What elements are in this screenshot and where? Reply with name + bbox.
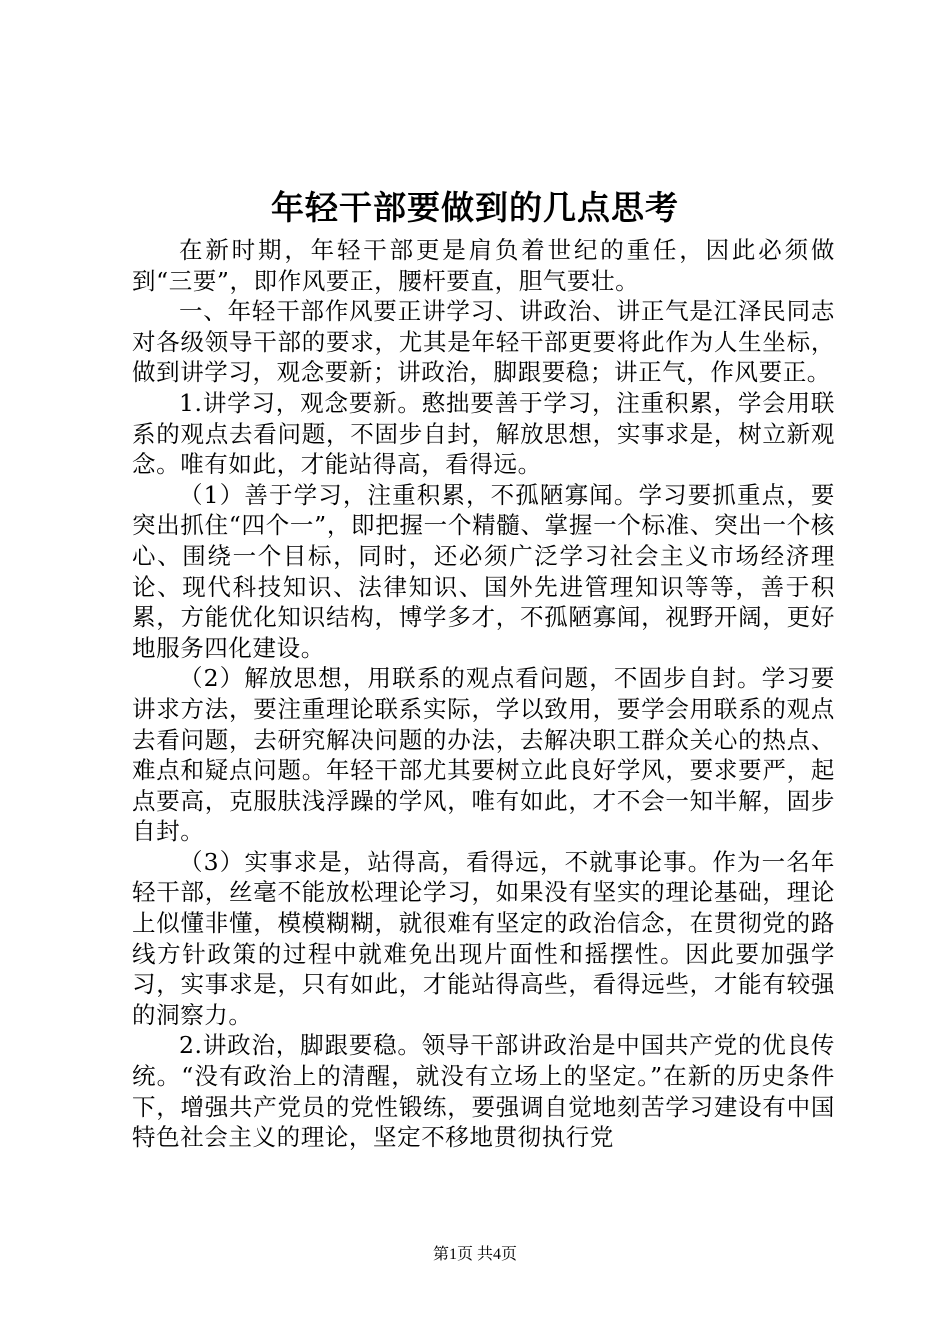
paragraph-item-2: 2.讲政治，脚跟要稳。领导干部讲政治是中国共产党的优良传统。“没有政治上的清醒，就没有立场上的坚定。”在新的历史条件下，增强共产党员的党性锻练，要强调自觉地刻苦学习建设有中国特色社会主义的理论，坚定不移地贯彻执行党: [132, 1031, 835, 1152]
paragraph-section-1: 一、年轻干部作风要正讲学习、讲政治、讲正气是江泽民同志对各级领导干部的要求，尤其是年轻干部更要将此作为人生坐标，做到讲学习，观念要新；讲政治，脚跟要稳；讲正气，作风要正。: [132, 297, 835, 387]
page-number-footer: 第1页 共4页: [432, 1246, 517, 1263]
paragraph-intro: 在新时期，年轻干部更是肩负着世纪的重任，因此必须做到“三要”，即作风要正，腰杆要直，胆气要壮。: [132, 236, 835, 295]
document-title: 年轻干部要做到的几点思考: [271, 188, 679, 227]
paragraph-subitem-1: （1）善于学习，注重积累，不孤陋寡闻。学习要抓重点，要突出抓住“四个一”，即把握一个精髓、掌握一个标准、突出一个核心、围绕一个目标，同时，还必须广泛学习社会主义市场经济理论、现代科技知识、法律知识、国外先进管理知识等等，善于积累，方能优化知识结构，博学多才，不孤陋寡闻，视野开阔，更好地服务四化建设。: [132, 480, 835, 662]
paragraph-subitem-3: （3）实事求是，站得高，看得远，不就事论事。作为一名年轻干部，丝毫不能放松理论学习，如果没有坚实的理论基础，理论上似懂非懂，模模糊糊，就很难有坚定的政治信念，在贯彻党的路线方针政策的过程中就难免出现片面性和摇摆性。因此要加强学习，实事求是，只有如此，才能站得高些，看得远些，才能有较强的洞察力。: [132, 847, 835, 1029]
document-body: [132, 235, 835, 1153]
paragraph-item-1: 1.讲学习，观念要新。憨拙要善于学习，注重积累，学会用联系的观点去看问题，不固步自封，解放思想，实事求是，树立新观念。唯有如此，才能站得高，看得远。: [132, 388, 835, 479]
paragraph-subitem-2: （2）解放思想，用联系的观点看问题，不固步自封。学习要讲求方法，要注重理论联系实际，学以致用，要学会用联系的观点去看问题，去研究解决问题的办法，去解决职工群众关心的热点、难点和疑点问题。年轻干部尤其要树立此良好学风，要求要严，起点要高，克服肤浅浮躁的学风，唯有如此，才不会一知半解，固步自封。: [132, 664, 835, 846]
